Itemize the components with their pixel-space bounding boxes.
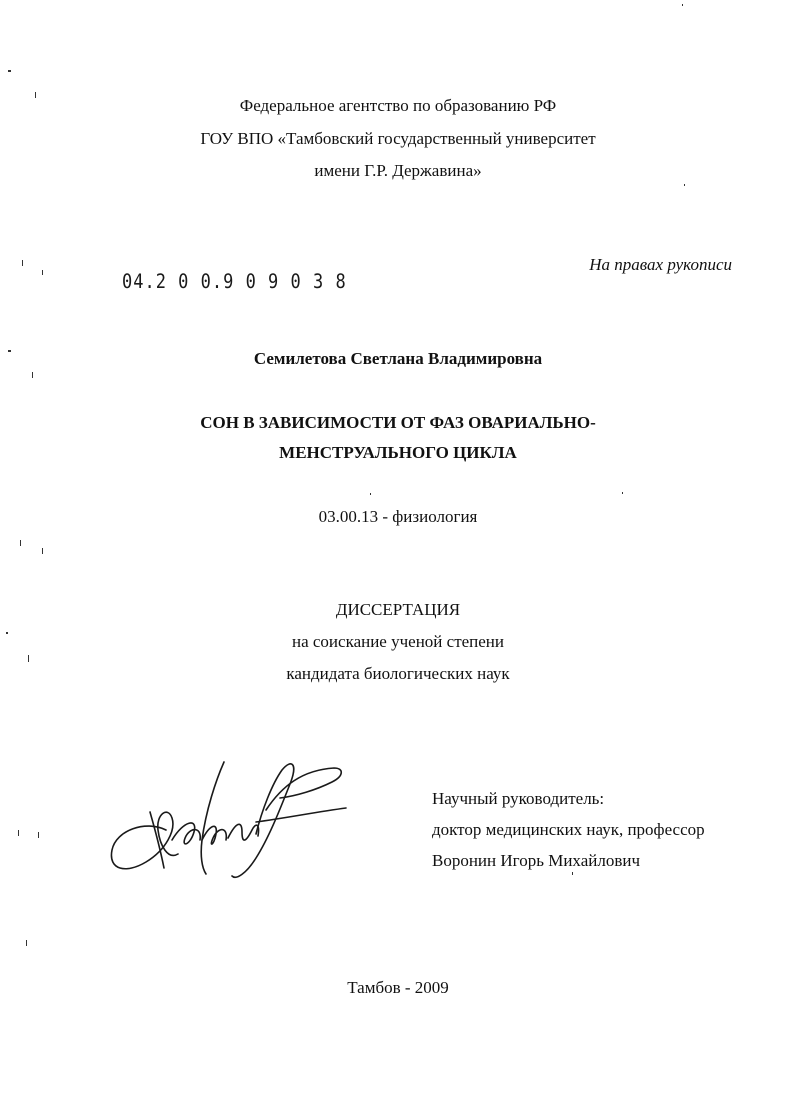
scan-speck [8, 70, 11, 72]
author-name: Семилетова Светлана Владимировна [253, 349, 543, 368]
dissertation-type: ДИССЕРТАЦИЯ [335, 600, 461, 619]
title-line-1: СОН В ЗАВИСИМОСТИ ОТ ФАЗ ОВАРИАЛЬНО- [200, 413, 596, 432]
scan-speck [28, 655, 29, 662]
rights-note: На правах рукописи [589, 255, 732, 274]
scan-speck [682, 4, 683, 6]
scan-speck [20, 540, 21, 546]
title-line-2: МЕНСТРУАЛЬНОГО ЦИКЛА [279, 443, 517, 462]
scan-speck [32, 372, 33, 378]
scan-speck [684, 184, 685, 186]
degree-line-2: кандидата биологических наук [286, 664, 510, 683]
scan-speck [18, 830, 19, 836]
scan-speck [42, 548, 43, 554]
archive-stamp: 04.2 0 0.9 0 9 0 3 8 [122, 270, 347, 294]
supervisor-label: Научный руководитель: [432, 789, 605, 808]
agency-line: Федеральное агентство по образованию РФ [239, 96, 557, 115]
supervisor-rank: доктор медицинских наук, профессор [432, 820, 705, 839]
degree-line-1: на соискание ученой степени [291, 632, 505, 651]
scan-speck [26, 940, 27, 946]
signature-icon [106, 750, 356, 890]
scan-speck [622, 492, 623, 494]
scan-speck [572, 872, 573, 875]
scan-speck [370, 493, 371, 495]
university-line-1: ГОУ ВПО «Тамбовский государственный университет [200, 129, 596, 148]
scan-speck [22, 260, 23, 266]
city-year: Тамбов - 2009 [347, 978, 449, 997]
supervisor-name: Воронин Игорь Михайлович [432, 851, 641, 870]
specialty-code: 03.00.13 - физиология [318, 507, 478, 526]
scan-speck [38, 832, 39, 838]
university-line-2: имени Г.Р. Державина» [314, 161, 482, 180]
scan-speck [42, 270, 43, 275]
